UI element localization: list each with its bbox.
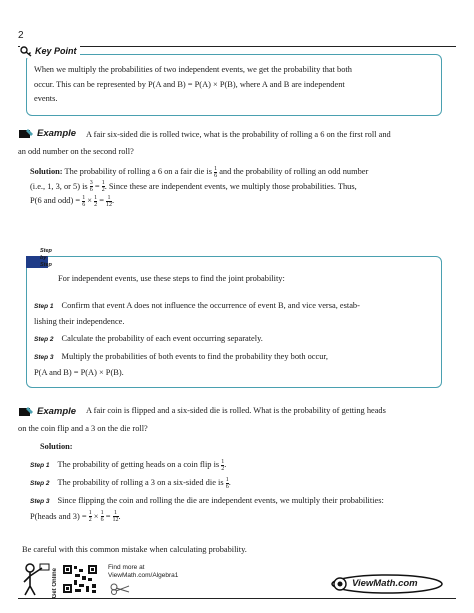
fraction: $\frac{1}{12}$ [106,194,113,208]
key-point-line: When we multiply the probabilities of two independent events, we get the probability that both [34,65,352,74]
example2-step: Step 2 The probability of rolling a 3 on a six-sided die is $\frac{1}{6}$ . [30,476,231,490]
steps-intro: For independent events, use these steps to find the joint probability: [58,274,285,283]
footer-rule [18,598,456,599]
fraction: $\frac{1}{2}$ [94,194,98,208]
step-tag: Step 1 [34,303,54,310]
key-icon [20,46,32,57]
step-tag: Step 3 [34,354,54,361]
top-rule [18,46,456,47]
step-tag: Step 2 [34,336,54,343]
step-item: Step 1 Confirm that event A does not influence the occurrence of event B, and vice versa, estab- lishing their independence. [34,301,360,326]
step-item: Step 3 Multiply the probabilities of both events to find the probability they both occur, P(A and B) = P(A) × P(B). [34,352,328,377]
example2-solution-label: Solution: [40,442,73,451]
example2-label: Example [18,406,76,417]
get-online-label: Get Online [52,568,58,599]
find-more-link[interactable]: ViewMath.com/Algebra1 [108,572,179,579]
pencil-book-icon [18,406,34,417]
teacher-icon [20,562,50,596]
logo-text: ViewMath.com [352,578,418,589]
example2-question-cont: on the coin flip and a 3 on the die roll? [18,424,148,433]
fraction: $\frac{1}{2}$ [101,180,105,194]
page-number: 2 [18,30,24,41]
fraction: $\frac{1}{12}$ [112,510,119,524]
key-point-label: Key Point [35,46,77,56]
find-more-text: Find more at ViewMath.com/Algebra1 [108,564,179,579]
fraction: $\frac{1}{6}$ [214,165,218,179]
fraction: $\frac{1}{6}$ [82,194,86,208]
scissors-icon [110,583,130,595]
key-point-line: events. [34,94,58,103]
example2-question: A fair coin is flipped and a six-sided die is rolled. What is the probability of getting heads [86,406,386,415]
qr-code-icon[interactable] [62,564,98,594]
fraction: $\frac{1}{6}$ [100,510,104,524]
example2-step: Step 1 The probability of getting heads on a coin flip is $\frac{1}{2}$ . [30,458,227,472]
example2-step: Step 3 Since flipping the coin and rolling the die are independent events, we multiply their probabilities: P(heads and 3) = $\frac{1}{2}$ × $\frac{1}{6}$ = $\frac{1}{12}$ . [30,496,384,524]
key-point-text [34,63,436,107]
example1-solution: Solution: The probability of rolling a 6 on a fair die is $\frac{1}{6}$ and the probability of rolling an odd number (i.e., 1, 3, or 5) is $\frac{3}{6}$ = $\frac{1}{2}$ . Since these are independent events, we multiply those probabilities. Thus, P(6 and odd) = $\frac{1}{6}$ × $\frac{1}{2}$ = $\frac{1}{12}$ . [30,165,369,208]
key-point-line: occur. This can be represented by P(A and B) = P(A) × P(B), where A and B are independent [34,79,345,89]
fraction: $\frac{3}{6}$ [89,180,93,194]
step-by-step-label: Step by Step [40,248,52,268]
key-point-title [20,44,80,58]
example1-question-cont: an odd number on the second roll? [18,147,134,156]
pencil-book-icon [18,128,34,139]
example1-label: Example [18,128,76,139]
fraction: $\frac{1}{6}$ [225,476,229,490]
step-item: Step 2 Calculate the probability of each event occurring separately. [34,332,438,348]
fraction: $\frac{1}{2}$ [88,510,92,524]
example1-question: A fair six-sided die is rolled twice, what is the probability of rolling a 6 on the first roll and [86,130,391,139]
caution-text: Be careful with this common mistake when calculating probability. [22,545,247,554]
fraction: $\frac{1}{2}$ [221,458,225,472]
